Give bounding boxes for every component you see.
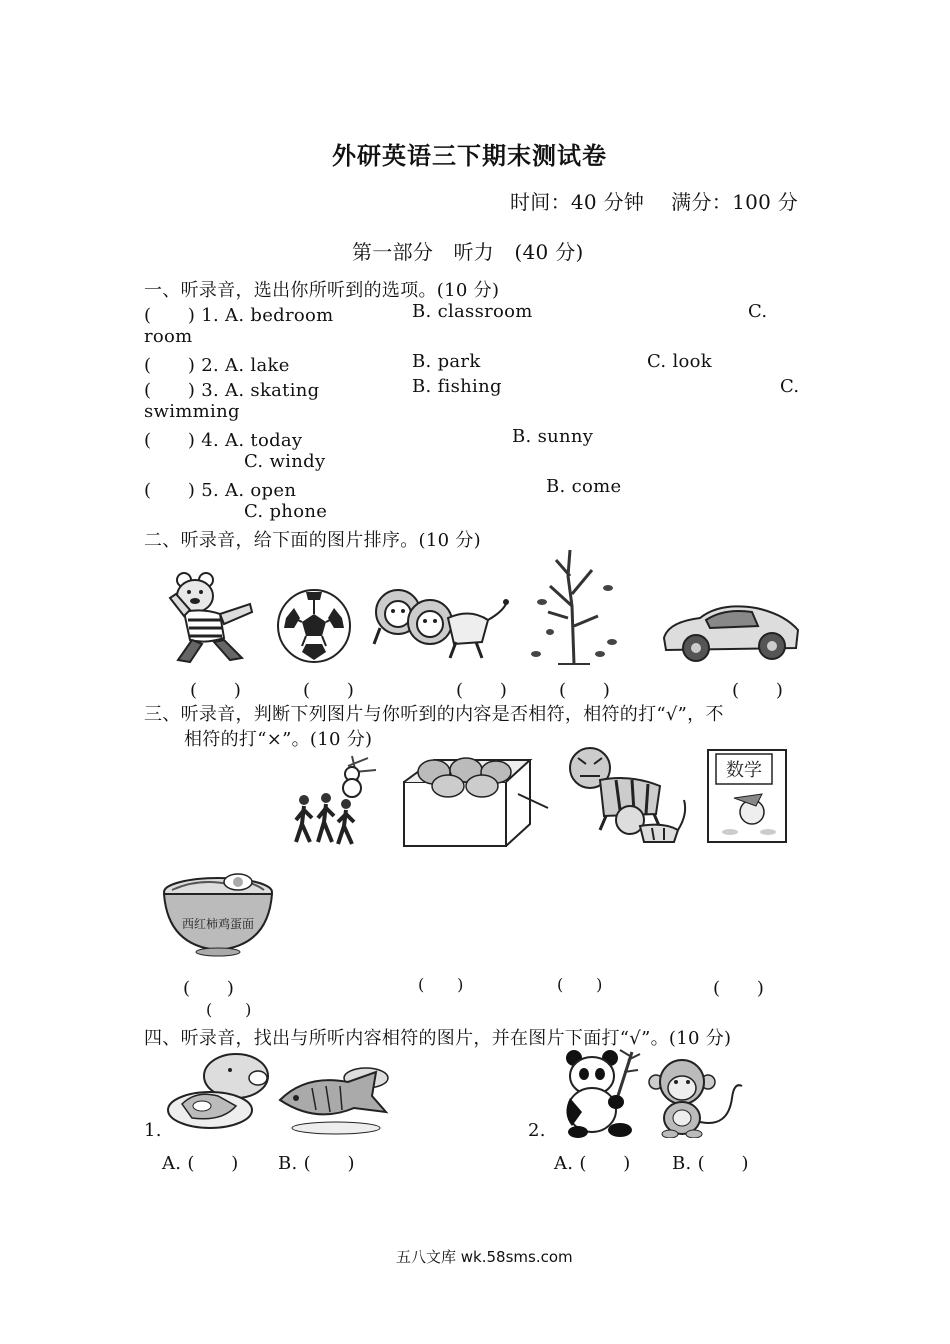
sec2-blank-5[interactable]: ( ) [732,680,784,701]
noodle-bowl-picture [158,868,278,958]
q3-option-c: C. [780,376,800,397]
q5-option-a: ( ) 5. A. open [144,480,297,501]
q3-option-a: ( ) 3. A. skating [144,380,320,401]
sec3-blank-4[interactable]: ( ) [713,978,765,999]
people-walking-picture [292,752,382,846]
sec2-blank-2[interactable]: ( ) [303,680,355,701]
sec4-q1-option-a[interactable]: A. ( ) [162,1153,239,1174]
lions-picture [370,578,510,662]
sec3-blank-2[interactable]: ( ) [418,975,464,994]
tigers-picture [560,744,690,846]
sec4-q1-option-b[interactable]: B. ( ) [278,1153,355,1174]
sec3-blank-1[interactable]: ( ) [183,978,235,999]
q4-option-b: B. sunny [512,426,594,447]
part-heading: 第一部分 听力 (40 分) [352,240,584,264]
q3-option-b: B. fishing [412,376,502,397]
car-picture [660,596,802,666]
sec4-q2-option-b[interactable]: B. ( ) [672,1153,749,1174]
section4-heading: 四、听录音，找出与所听内容相符的图片，并在图片下面打“√”。(10 分) [144,1028,732,1049]
sec4-q2-number: 2. [528,1120,546,1141]
sec3-blank-5[interactable]: ( ) [206,1000,252,1019]
sec2-blank-3[interactable]: ( ) [456,680,508,701]
tree-picture [528,546,624,666]
monkey-picture [648,1058,746,1138]
q2-option-b: B. park [412,351,481,372]
sec4-q2-option-a[interactable]: A. ( ) [554,1153,631,1174]
exam-meta: 时间：40 分钟 满分：100 分 [510,190,799,214]
footer-watermark: 五八文库 wk.58sms.com [396,1248,573,1266]
q1-option-a: ( ) 1. A. bedroom [144,305,334,326]
q1-option-c-wrap: room [144,326,193,347]
q5-option-b: B. come [546,476,622,497]
q2-option-c: C. look [647,351,713,372]
q2-option-a: ( ) 2. A. lake [144,355,290,376]
math-book-title: 数学 [726,760,762,781]
sec2-blank-1[interactable]: ( ) [190,680,242,701]
cake-box-picture [398,756,550,848]
math-book-picture [704,746,790,846]
sec2-blank-4[interactable]: ( ) [559,680,611,701]
sec4-q1-number: 1. [144,1120,162,1141]
noodle-bowl-label: 西红柿鸡蛋面 [181,917,255,931]
q3-option-c-wrap: swimming [144,401,240,422]
soccer-ball-picture [276,588,352,664]
q4-option-c: C. windy [244,451,326,472]
q5-option-c: C. phone [244,501,328,522]
q4-option-a: ( ) 4. A. today [144,430,303,451]
section2-heading: 二、听录音，给下面的图片排序。(10 分) [144,530,481,551]
fish-picture [276,1060,394,1136]
bear-picture [162,570,258,666]
section3-heading-cont: 相符的打“×”。(10 分) [184,729,373,750]
meat-picture [166,1050,274,1134]
panda-picture [558,1048,644,1138]
section1-heading: 一、听录音，选出你所听到的选项。(10 分) [144,280,500,301]
section3-heading: 三、听录音，判断下列图片与你听到的内容是否相符，相符的打“√”，不 [144,704,724,725]
q1-option-b: B. classroom [412,301,533,322]
q1-option-c: C. [748,301,768,322]
sec3-blank-3[interactable]: ( ) [557,975,603,994]
page-title: 外研英语三下期末测试卷 [332,141,607,170]
